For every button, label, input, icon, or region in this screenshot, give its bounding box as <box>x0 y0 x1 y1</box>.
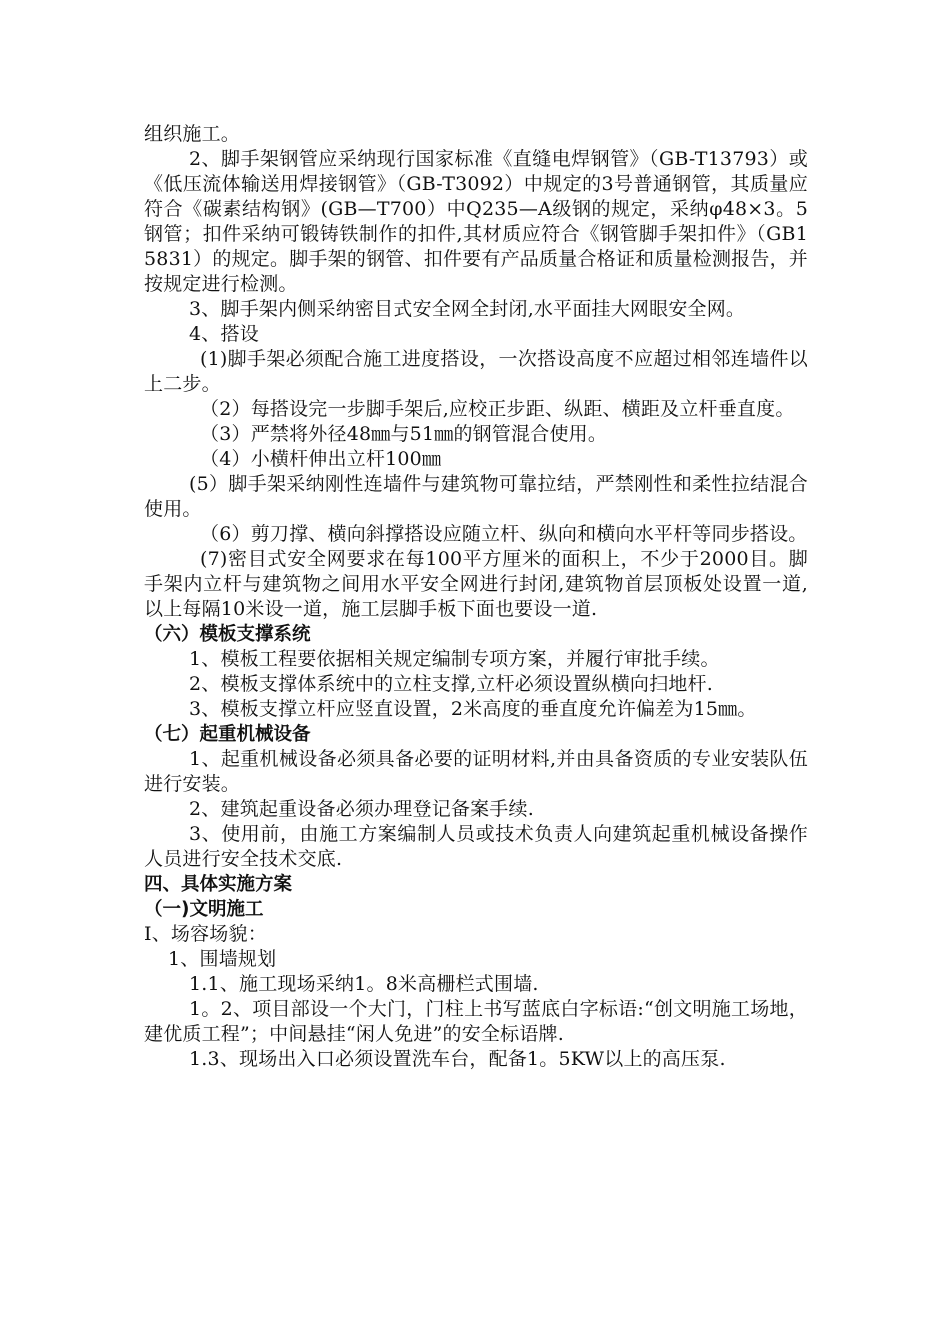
paragraph: 3、脚手架内侧采纳密目式安全网全封闭,水平面挂大网眼安全网。 <box>189 298 746 320</box>
paragraph: I、场容场貌： <box>144 923 267 945</box>
paragraph: (7)密目式安全网要求在每100平方厘米的面积上，不少于2000目。脚手架内立杆与建筑物之间用水平安全网进行封闭,建筑物首层顶板处设置一道,以上每隔10米设一道，施工层脚手板下面也要设一道. <box>144 548 808 620</box>
section-heading: （七）起重机械设备 <box>144 724 311 745</box>
paragraph: (5）脚手架采纳刚性连墙件与建筑物可靠拉结，严禁刚性和柔性拉结混合使用。 <box>144 473 808 520</box>
paragraph: 1、围墙规划 <box>168 948 277 970</box>
paragraph: 4、搭设 <box>189 323 259 345</box>
paragraph: （2）每搭设完一步脚手架后,应校正步距、纵距、横距及立杆垂直度。 <box>200 398 795 420</box>
document-body <box>144 122 808 1072</box>
section-heading: 四、具体实施方案 <box>144 874 293 895</box>
paragraph: 1、起重机械设备必须具备必要的证明材料,并由具备资质的专业安装队伍进行安装。 <box>144 748 808 795</box>
paragraph: 3、使用前，由施工方案编制人员或技术负责人向建筑起重机械设备操作人员进行安全技术交底. <box>144 823 808 870</box>
paragraph: 2、脚手架钢管应采纳现行国家标准《直缝电焊钢管》（GB-T13793）或《低压流体输送用焊接钢管》（GB-T3092）中规定的3号普通钢管，其质量应符合《碳素结构钢》(GB—T700）中Q235—A级钢的规定，采纳φ48×3。5钢管；扣件采纳可锻铸铁制作的扣件,其材质应符合《钢管脚手架扣件》（GB15831）的规定。脚手架的钢管、扣件要有产品质量合格证和质量检测报告，并按规定进行检测。 <box>144 148 808 295</box>
section-heading: （六）模板支撑系统 <box>144 624 311 645</box>
paragraph: （4）小横杆伸出立杆100㎜ <box>200 448 442 470</box>
paragraph: 1.1、施工现场采纳1。8米高栅栏式围墙. <box>189 973 539 995</box>
paragraph: 1.3、现场出入口必须设置洗车台，配备1。5KW以上的高压泵. <box>189 1048 726 1070</box>
paragraph: 3、模板支撑立杆应竖直设置，2米高度的垂直度允许偏差为15㎜。 <box>189 698 757 720</box>
paragraph: 组织施工。 <box>144 123 241 145</box>
paragraph: 2、建筑起重设备必须办理登记备案手续. <box>189 798 534 820</box>
paragraph: 1、模板工程要依据相关规定编制专项方案，并履行审批手续。 <box>189 648 720 670</box>
paragraph: 2、模板支撑体系统中的立柱支撑,立杆必须设置纵横向扫地杆. <box>189 673 713 695</box>
paragraph: 1。2、项目部设一个大门，门柱上书写蓝底白字标语:“创文明施工场地，建优质工程”；中间悬挂“闲人免进”的安全标语牌. <box>144 998 808 1045</box>
paragraph: （3）严禁将外径48㎜与51㎜的钢管混合使用。 <box>200 423 608 445</box>
section-heading: （一)文明施工 <box>144 899 264 920</box>
paragraph: (1)脚手架必须配合施工进度搭设，一次搭设高度不应超过相邻连墙件以上二步。 <box>144 348 808 395</box>
paragraph: （6）剪刀撑、横向斜撑搭设应随立杆、纵向和横向水平杆等同步搭设。 <box>200 523 808 545</box>
